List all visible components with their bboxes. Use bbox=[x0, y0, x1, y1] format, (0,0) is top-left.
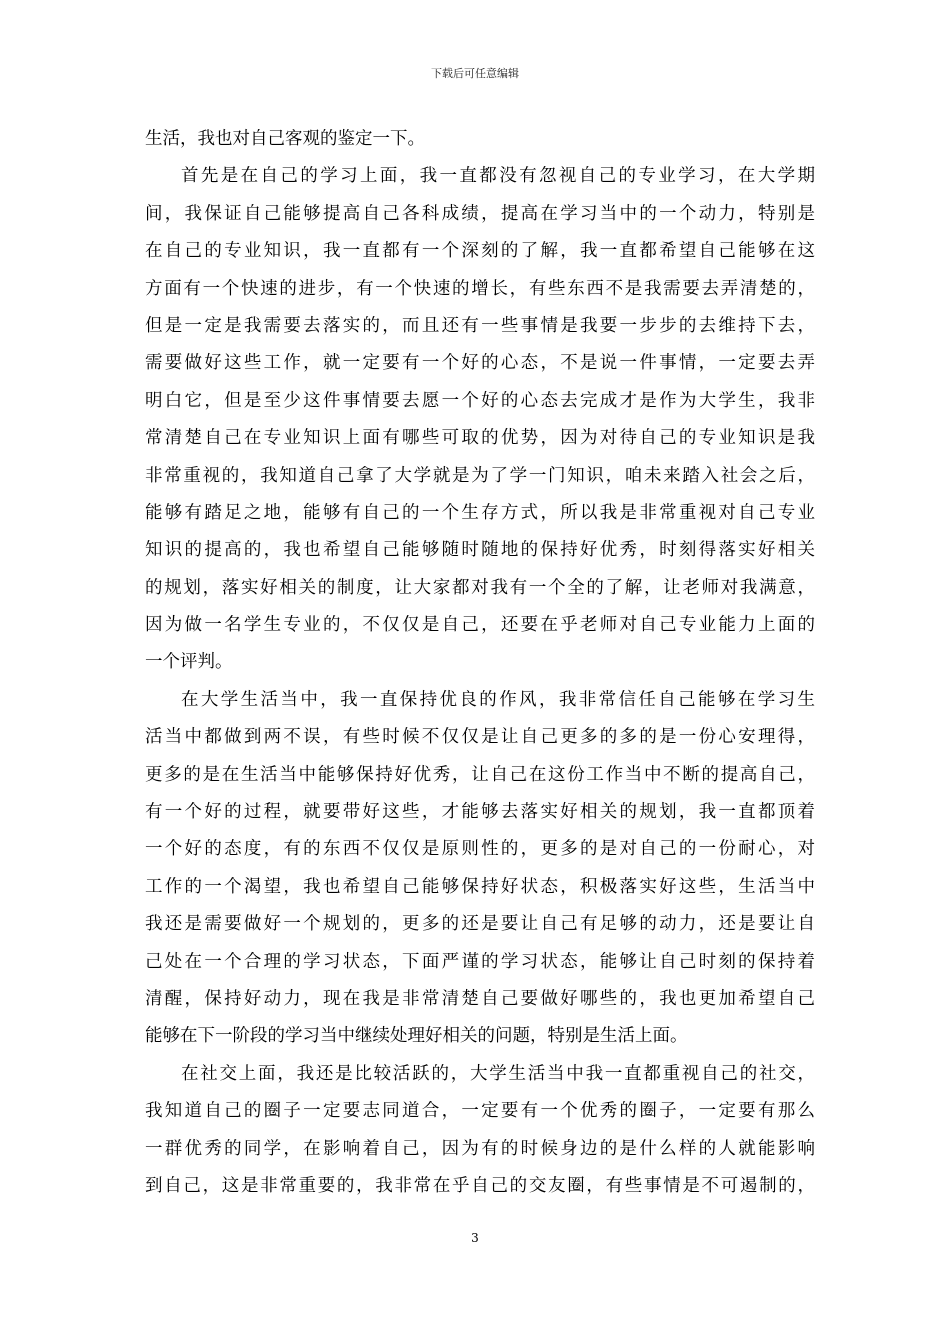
text-line: 在大学生活当中，我一直保持优良的作风，我非常信任自己能够在学习生 bbox=[181, 689, 815, 710]
text-line: 清醒，保持好动力，现在我是非常清楚自己要做好哪些的，我也更加希望自己 bbox=[145, 988, 815, 1009]
page-number: 3 bbox=[471, 1231, 479, 1245]
text-line: 更多的是在生活当中能够保持好优秀，让自己在这份工作当中不断的提高自己， bbox=[145, 764, 815, 785]
text-line: 在自己的专业知识，我一直都有一个深刻的了解，我一直都希望自己能够在这 bbox=[145, 241, 815, 262]
text-line: 活当中都做到两不误，有些时候不仅仅是让自己更多的多的是一份心安理得， bbox=[145, 727, 815, 748]
text-line: 方面有一个快速的进步，有一个快速的增长，有些东西不是我需要去弄清楚的， bbox=[145, 278, 815, 299]
text-line: 但是一定是我需要去落实的，而且还有一些事情是我要一步步的去维持下去， bbox=[145, 315, 815, 336]
text-line: 一群优秀的同学，在影响着自己，因为有的时候身边的是什么样的人就能影响 bbox=[145, 1138, 815, 1159]
document-body bbox=[145, 121, 815, 1205]
page-header: 下载后可任意编辑 bbox=[431, 67, 519, 80]
text-line: 的规划，落实好相关的制度，让大家都对我有一个全的了解，让老师对我满意， bbox=[145, 577, 815, 598]
text-line: 能够在下一阶段的学习当中继续处理好相关的问题，特别是生活上面。 bbox=[145, 1026, 688, 1047]
text-line: 有一个好的过程，就要带好这些，才能够去落实好相关的规划，我一直都顶着 bbox=[145, 802, 815, 823]
text-line: 需要做好这些工作，就一定要有一个好的心态，不是说一件事情，一定要去弄 bbox=[145, 353, 815, 374]
text-line: 一个好的态度，有的东西不仅仅是原则性的，更多的是对自己的一份耐心，对 bbox=[145, 839, 815, 860]
text-line: 非常重视的，我知道自己拿了大学就是为了学一门知识，咱未来踏入社会之后， bbox=[145, 465, 815, 486]
text-line: 首先是在自己的学习上面，我一直都没有忽视自己的专业学习，在大学期 bbox=[181, 166, 815, 187]
text-line: 能够有踏足之地，能够有自己的一个生存方式，所以我是非常重视对自己专业 bbox=[145, 502, 815, 523]
text-line: 生活，我也对自己客观的鉴定一下。 bbox=[145, 129, 425, 149]
text-line: 知识的提高的，我也希望自己能够随时随地的保持好优秀，时刻得落实好相关 bbox=[145, 540, 815, 561]
text-line: 在社交上面，我还是比较活跃的，大学生活当中我一直都重视自己的社交， bbox=[181, 1063, 815, 1084]
text-line: 因为做一名学生专业的，不仅仅是自己，还要在乎老师对自己专业能力上面的 bbox=[145, 615, 815, 636]
text-line: 我知道自己的圈子一定要志同道合，一定要有一个优秀的圈子，一定要有那么 bbox=[145, 1101, 815, 1122]
text-line: 常清楚自己在专业知识上面有哪些可取的优势，因为对待自己的专业知识是我 bbox=[145, 428, 815, 449]
text-line: 我还是需要做好一个规划的，更多的还是要让自己有足够的动力，还是要让自 bbox=[145, 914, 815, 935]
text-line: 明白它，但是至少这件事情要去愿一个好的心态去完成才是作为大学生，我非 bbox=[145, 390, 815, 411]
text-line: 间，我保证自己能够提高自己各科成绩，提高在学习当中的一个动力，特别是 bbox=[145, 203, 815, 224]
text-line: 己处在一个合理的学习状态，下面严谨的学习状态，能够让自己时刻的保持着 bbox=[145, 951, 815, 972]
text-line: 到自己，这是非常重要的，我非常在乎自己的交友圈，有些事情是不可遏制的， bbox=[145, 1175, 815, 1196]
text-line: 工作的一个渴望，我也希望自己能够保持好状态，积极落实好这些，生活当中 bbox=[145, 876, 815, 897]
text-line: 一个评判。 bbox=[145, 652, 233, 673]
